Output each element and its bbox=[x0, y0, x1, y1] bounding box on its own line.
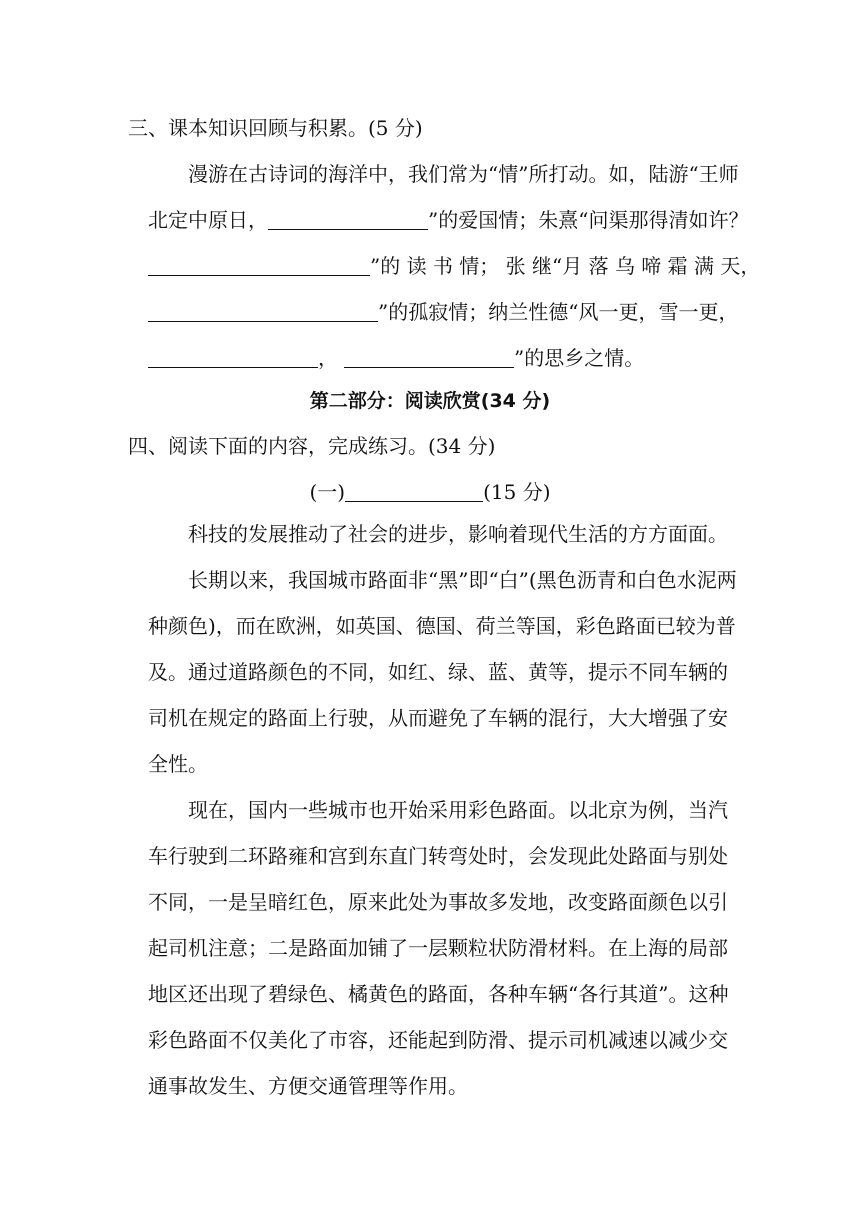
section3-line3 bbox=[148, 252, 760, 280]
sub-title-prefix: (一) bbox=[309, 480, 346, 504]
line4-text-b: ”的孤寂情；纳兰性德“风一更，雪一更， bbox=[378, 300, 739, 324]
sub-title bbox=[0, 478, 860, 506]
answer-blank-5[interactable] bbox=[344, 347, 514, 368]
answer-blank-4[interactable] bbox=[148, 347, 318, 368]
line2-text-b: ”的爱国情；朱熹“问渠那得清如许？ bbox=[428, 208, 749, 232]
answer-blank-2[interactable] bbox=[148, 255, 370, 276]
section3-line4 bbox=[148, 298, 738, 326]
answer-blank-3[interactable] bbox=[148, 301, 378, 322]
sub-title-score: (15 分) bbox=[483, 480, 551, 504]
passage-p3-l5: 地区还出现了碧绿色、橘黄色的路面，各种车辆“各行其道”。这种 bbox=[148, 982, 729, 1006]
line2-text-a: 北定中原日， bbox=[148, 208, 268, 232]
passage-p1: 科技的发展推动了社会的进步，影响着现代生活的方方面面。 bbox=[188, 522, 728, 546]
passage-p3-l4: 起司机注意；二是路面加铺了一层颗粒状防滑材料。在上海的局部 bbox=[148, 936, 728, 960]
passage-p2-l3: 及。通过道路颜色的不同，如红、绿、蓝、黄等，提示不同车辆的 bbox=[148, 660, 728, 684]
part2-title: 第二部分：阅读欣赏(34 分) bbox=[309, 390, 551, 412]
passage-p2-l4: 司机在规定的路面上行驶，从而避免了车辆的混行，大大增强了安 bbox=[148, 706, 728, 730]
line5-end: ”的思乡之情。 bbox=[514, 346, 645, 370]
title-blank[interactable] bbox=[345, 481, 483, 502]
passage-p3-l3: 不同，一是呈暗红色，原来此处为事故多发地，改变路面颜色以引 bbox=[148, 890, 728, 914]
answer-blank-1[interactable] bbox=[268, 209, 428, 230]
section3-line2 bbox=[148, 206, 748, 234]
line3-text-b: ”的 读 书 情； 张 继“月 落 乌 啼 霜 满 天， bbox=[370, 254, 761, 278]
passage-p3-l6: 彩色路面不仅美化了市容，还能起到防滑、提示司机减速以减少交 bbox=[148, 1028, 728, 1052]
passage-p2-l1: 长期以来，我国城市路面非“黑”即“白”(黑色沥青和白色水泥两 bbox=[188, 568, 737, 592]
passage-p2-l2: 种颜色)，而在欧洲，如英国、德国、荷兰等国，彩色路面已较为普 bbox=[148, 614, 736, 638]
passage-p2-l5: 全性。 bbox=[148, 752, 208, 776]
passage-p3-l1: 现在，国内一些城市也开始采用彩色路面。以北京为例，当汽 bbox=[188, 798, 728, 822]
passage-p3-l2: 车行驶到二环路雍和宫到东直门转弯处时，会发现此处路面与别处 bbox=[148, 844, 728, 868]
section3-heading: 三、课本知识回顾与积累。(5 分) bbox=[128, 116, 423, 140]
section4-heading: 四、阅读下面的内容，完成练习。(34 分) bbox=[128, 434, 496, 458]
passage-p3-l7: 通事故发生、方便交通管理等作用。 bbox=[148, 1074, 468, 1098]
section3-line1: 漫游在古诗词的海洋中，我们常为“情”所打动。如，陆游“王师 bbox=[188, 162, 739, 186]
line5-sep: ， bbox=[318, 346, 338, 370]
section3-line5 bbox=[148, 344, 644, 372]
